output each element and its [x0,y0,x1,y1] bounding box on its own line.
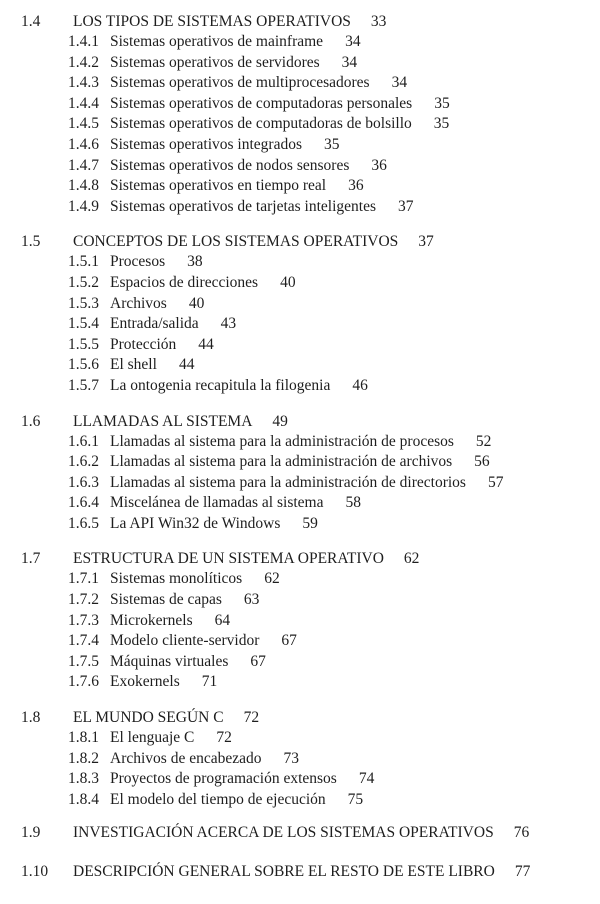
section-heading [0,861,600,882]
subsection-page-number: 44 [198,335,214,353]
subsection-page-number: 36 [371,156,387,174]
subsection-number: 1.4.3 [68,74,99,92]
subsection-number: 1.8.1 [68,729,99,747]
subsection-page-number: 35 [434,94,450,112]
section-heading [0,548,600,569]
subsection-page-number: 62 [264,570,280,588]
subsection-number: 1.7.2 [68,591,99,609]
section-title-text: ESTRUCTURA DE UN SISTEMA OPERATIVO [73,550,384,568]
subsection-title: El lenguaje C [110,729,195,747]
subsection-page-number: 56 [474,453,490,471]
toc-section [0,231,600,396]
subsection-page-number: 34 [391,74,408,92]
section-number: 1.10 [21,863,49,881]
subsection-number: 1.6.5 [68,514,99,532]
section-page-number: 49 [272,412,288,430]
section-title-text: INVESTIGACIÓN ACERCA DE LOS SISTEMAS OPERATIVOS [73,824,494,842]
section-title [73,861,530,882]
subsection-title: Exokernels [110,673,180,691]
subsection-number: 1.5.4 [68,315,99,333]
section-heading [0,707,600,728]
subsection-page-number: 67 [250,652,266,670]
subsection-number: 1.7.4 [68,632,99,650]
subsection-number: 1.8.4 [68,790,99,808]
subsection-title: Sistemas operativos de computadoras personales [110,94,413,112]
subsection-entry [0,631,600,652]
subsection-page-number: 58 [345,494,361,512]
subsection-page-number: 35 [433,115,450,133]
subsection-title: Sistemas operativos de mainframe [110,33,324,50]
subsection-number: 1.4.2 [68,53,99,71]
subsection-number: 1.5.3 [68,294,99,312]
section-number: 1.9 [21,824,41,842]
toc-section [0,548,600,693]
subsection-title: Sistemas monolíticos [110,570,243,588]
subsection-entry [0,294,600,315]
subsection-page-number: 52 [475,432,492,450]
subsection-number: 1.4.7 [68,156,99,174]
subsection-entry [0,590,600,611]
subsection-number: 1.5.7 [68,376,99,394]
subsection-number: 1.6.2 [68,453,99,471]
table-of-contents [0,11,600,882]
subsection-entry [0,652,600,673]
section-heading [0,231,600,252]
subsection-number: 1.5.5 [68,335,99,353]
subsection-number: 1.5.2 [68,273,99,291]
subsection-number: 1.7.6 [68,673,99,691]
subsection-entry [0,273,600,294]
subsection-title: Microkernels [110,611,193,629]
section-title [73,707,259,728]
subsection-title: Sistemas operativos de multiprocesadores [110,74,370,92]
subsection-entry [0,728,600,749]
subsection-entry [0,73,600,94]
section-number: 1.5 [21,233,41,251]
subsection-title: Sistemas operativos integrados [110,135,302,153]
subsection-title: Llamadas al sistema para la administración de procesos [110,432,454,450]
subsection-page-number: 72 [216,729,232,747]
subsection-page-number: 44 [178,356,195,374]
subsection-number: 1.4.4 [68,94,99,112]
section-title [73,11,386,32]
subsection-title: La API Win32 de Windows [110,514,281,532]
subsection-entry [0,493,600,514]
section-page-number: 76 [513,824,530,842]
toc-section [0,822,600,843]
subsection-title: Sistemas operativos en tiempo real [110,177,327,195]
section-heading [0,11,600,32]
subsection-number: 1.5.6 [68,356,99,374]
subsection-entry [0,355,600,376]
subsection-entry [0,473,600,494]
subsection-entry [0,32,600,53]
section-page-number: 37 [418,233,434,251]
subsection-title: Sistemas operativos de tarjetas inteligentes [110,197,377,215]
subsection-title: Llamadas al sistema para la administración de archivos [110,453,453,471]
toc-section [0,707,600,810]
subsection-entry [0,156,600,177]
subsection-number: 1.4.5 [68,115,99,133]
subsection-number: 1.6.3 [68,473,99,491]
subsection-entry [0,790,600,811]
subsection-number: 1.4.9 [68,197,99,215]
subsection-title: Modelo cliente-servidor [110,632,260,650]
subsection-title: El modelo del tiempo de ejecución [110,790,326,808]
subsection-entry [0,314,600,335]
subsection-page-number: 74 [358,770,375,788]
subsection-title: Procesos [110,253,166,271]
subsection-title: Sistemas operativos de nodos sensores [110,156,350,174]
section-page-number: 72 [243,709,260,727]
toc-section [0,861,600,882]
subsection-title: Proyectos de programación extensos [110,770,337,788]
subsection-page-number: 40 [280,273,296,291]
subsection-number: 1.5.1 [68,253,99,271]
subsection-page-number: 75 [347,790,364,808]
subsection-entry [0,94,600,115]
subsection-title: La ontogenia recapitula la filogenia [110,376,331,394]
subsection-title: Sistemas de capas [110,591,222,609]
subsection-page-number: 37 [398,197,414,215]
section-title-text: LLAMADAS AL SISTEMA [73,412,253,430]
toc-section [0,11,600,217]
subsection-entry [0,53,600,74]
section-heading [0,411,600,432]
subsection-entry [0,514,600,535]
toc-section [0,411,600,535]
subsection-entry [0,135,600,156]
section-page-number: 77 [514,863,531,881]
subsection-title: El shell [110,356,157,374]
subsection-number: 1.8.3 [68,770,99,788]
subsection-entry [0,176,600,197]
subsection-page-number: 63 [243,591,260,609]
subsection-page-number: 57 [487,473,504,491]
subsection-entry [0,252,600,273]
subsection-title: Sistemas operativos de computadoras de bolsillo [110,115,412,133]
section-title-text: CONCEPTOS DE LOS SISTEMAS OPERATIVOS [73,233,399,251]
subsection-entry [0,432,600,453]
subsection-title: Protección [110,335,177,353]
subsection-entry [0,749,600,770]
subsection-page-number: 38 [187,253,203,271]
subsection-number: 1.6.4 [68,494,99,512]
subsection-number: 1.7.3 [68,611,99,629]
section-number: 1.7 [21,550,41,568]
subsection-number: 1.4.6 [68,135,99,153]
section-title [73,231,434,252]
section-title-text: DESCRIPCIÓN GENERAL SOBRE EL RESTO DE ESTE LIBRO [73,863,495,881]
section-page-number: 33 [370,13,387,30]
subsection-page-number: 59 [302,514,318,532]
subsection-title: Espacios de direcciones [110,273,259,291]
section-page-number: 62 [403,550,420,568]
subsection-title: Llamadas al sistema para la administración de directorios [110,473,466,491]
subsection-entry [0,376,600,397]
subsection-page-number: 71 [201,673,218,691]
section-heading [0,822,600,843]
subsection-number: 1.7.5 [68,652,99,670]
subsection-page-number: 73 [283,749,299,767]
subsection-page-number: 67 [281,632,297,650]
subsection-title: Miscelánea de llamadas al sistema [110,494,324,512]
subsection-entry [0,611,600,632]
subsection-entry [0,769,600,790]
subsection-entry [0,672,600,693]
subsection-entry [0,197,600,218]
section-title-text: EL MUNDO SEGÚN C [73,709,224,727]
subsection-entry [0,452,600,473]
subsection-number: 1.8.2 [68,749,99,767]
subsection-number: 1.6.1 [68,432,99,450]
subsection-page-number: 34 [345,33,361,50]
subsection-title: Máquinas virtuales [110,652,229,670]
subsection-page-number: 64 [214,611,231,629]
section-title [73,822,529,843]
subsection-entry [0,114,600,135]
section-title [73,411,288,432]
section-number: 1.8 [21,709,41,727]
subsection-title: Sistemas operativos de servidores [110,53,320,71]
section-number: 1.4 [21,13,41,30]
subsection-page-number: 40 [188,294,205,312]
subsection-page-number: 43 [220,315,237,333]
subsection-number: 1.4.1 [68,33,99,50]
subsection-entry [0,335,600,356]
subsection-number: 1.7.1 [68,570,99,588]
subsection-page-number: 34 [341,53,358,71]
subsection-page-number: 36 [348,177,364,195]
section-number: 1.6 [21,412,41,430]
subsection-title: Archivos de encabezado [110,749,262,767]
section-title [73,548,419,569]
subsection-page-number: 46 [352,376,368,394]
subsection-title: Entrada/salida [110,315,199,333]
section-title-text: LOS TIPOS DE SISTEMAS OPERATIVOS [73,13,351,30]
subsection-number: 1.4.8 [68,177,99,195]
subsection-page-number: 35 [324,135,340,153]
subsection-entry [0,569,600,590]
subsection-title: Archivos [110,294,167,312]
